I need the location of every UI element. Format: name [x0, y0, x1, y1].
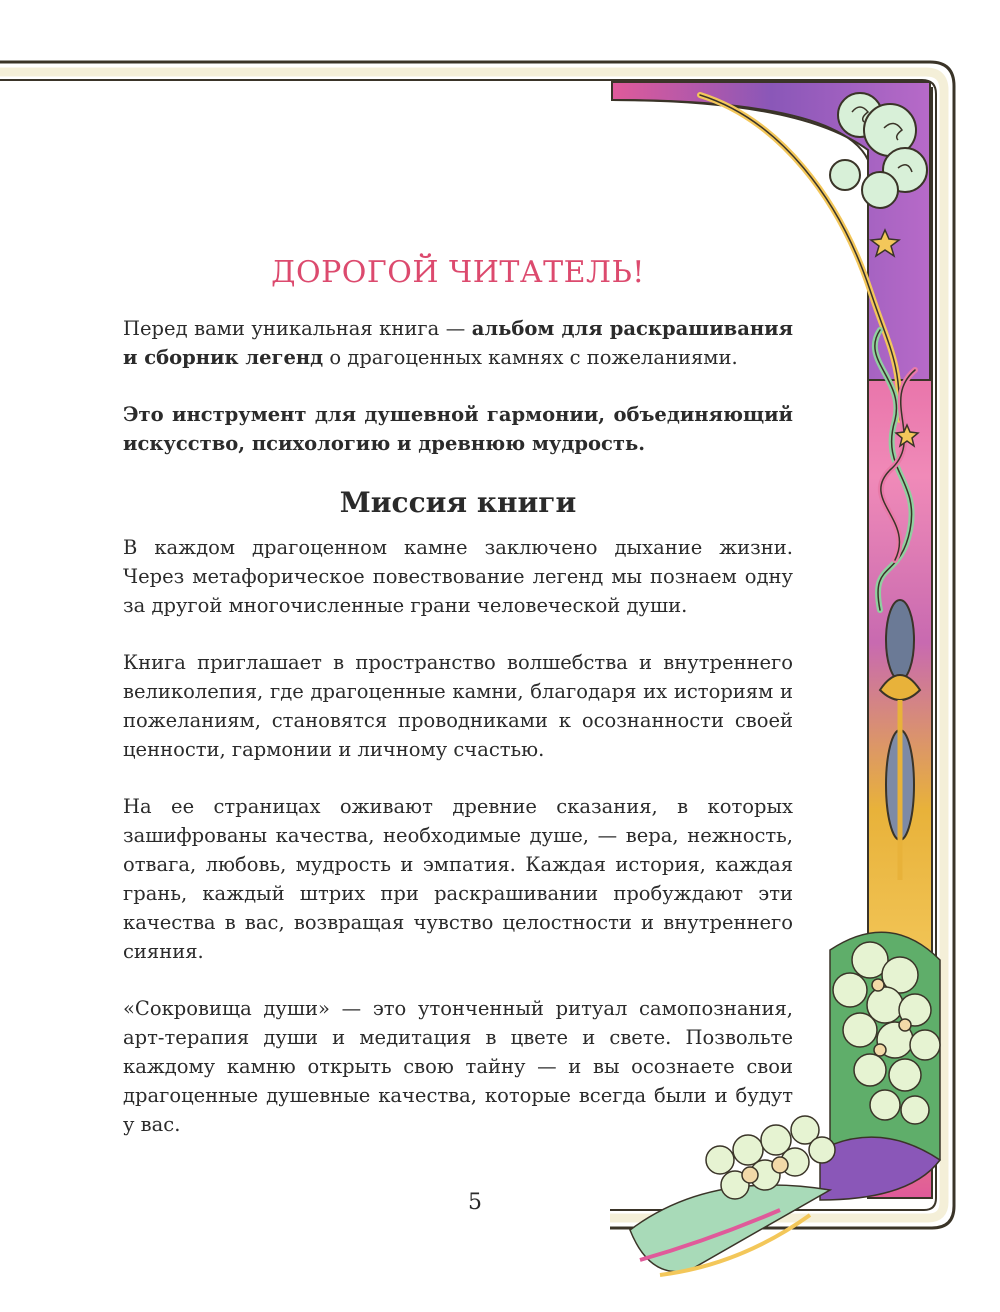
statement-paragraph: Это инструмент для душевной гармонии, объединяющий искусство, психологию и древнюю мудрость. — [123, 403, 793, 455]
intro-paragraph — [123, 314, 793, 372]
paragraph-3: На ее страницах оживают древние сказания, в которых зашифрованы качества, необходимые душе, — вера, нежность, отвага, любовь, мудрость и эмпатия. Каждая история, каждая грань, каждый штрих при раскрашивании пробуждают эти качества в вас, возвращая чувство целостности и внутреннего сияния. — [123, 795, 793, 963]
page-number: 5 — [468, 1190, 482, 1215]
intro-bold-text: альбом для раскрашивания и сборник легенд — [123, 317, 793, 369]
paragraph-2: Книга приглашает в пространство волшебства и внутреннего великолепия, где драгоценные камни, благодаря их историям и пожеланиям, становятся проводниками к осознанности своей ценности, гармонии и личному счастью. — [123, 651, 793, 761]
intro-text-start: Перед вами уникальная книга — — [123, 317, 472, 340]
intro-text-end: о драгоценных камнях с пожеланиями. — [323, 346, 738, 369]
paragraph-1: В каждом драгоценном камне заключено дыхание жизни. Через метафорическое повествование легенд мы познаем одну за другой многочисленные грани человеческой души. — [123, 536, 793, 617]
page-title: ДОРОГОЙ ЧИТАТЕЛЬ! — [271, 255, 645, 290]
mission-heading: Миссия книги — [339, 486, 577, 519]
text-content — [123, 255, 793, 1167]
paragraph-4: «Сокровища души» — это утонченный ритуал самопознания, арт-терапия души и медитация в цвете и свете. Позвольте каждому камню открыть свою тайну — и вы осознаете свои драгоценные душевные качества, которые всегда были и будут у вас. — [123, 997, 793, 1136]
